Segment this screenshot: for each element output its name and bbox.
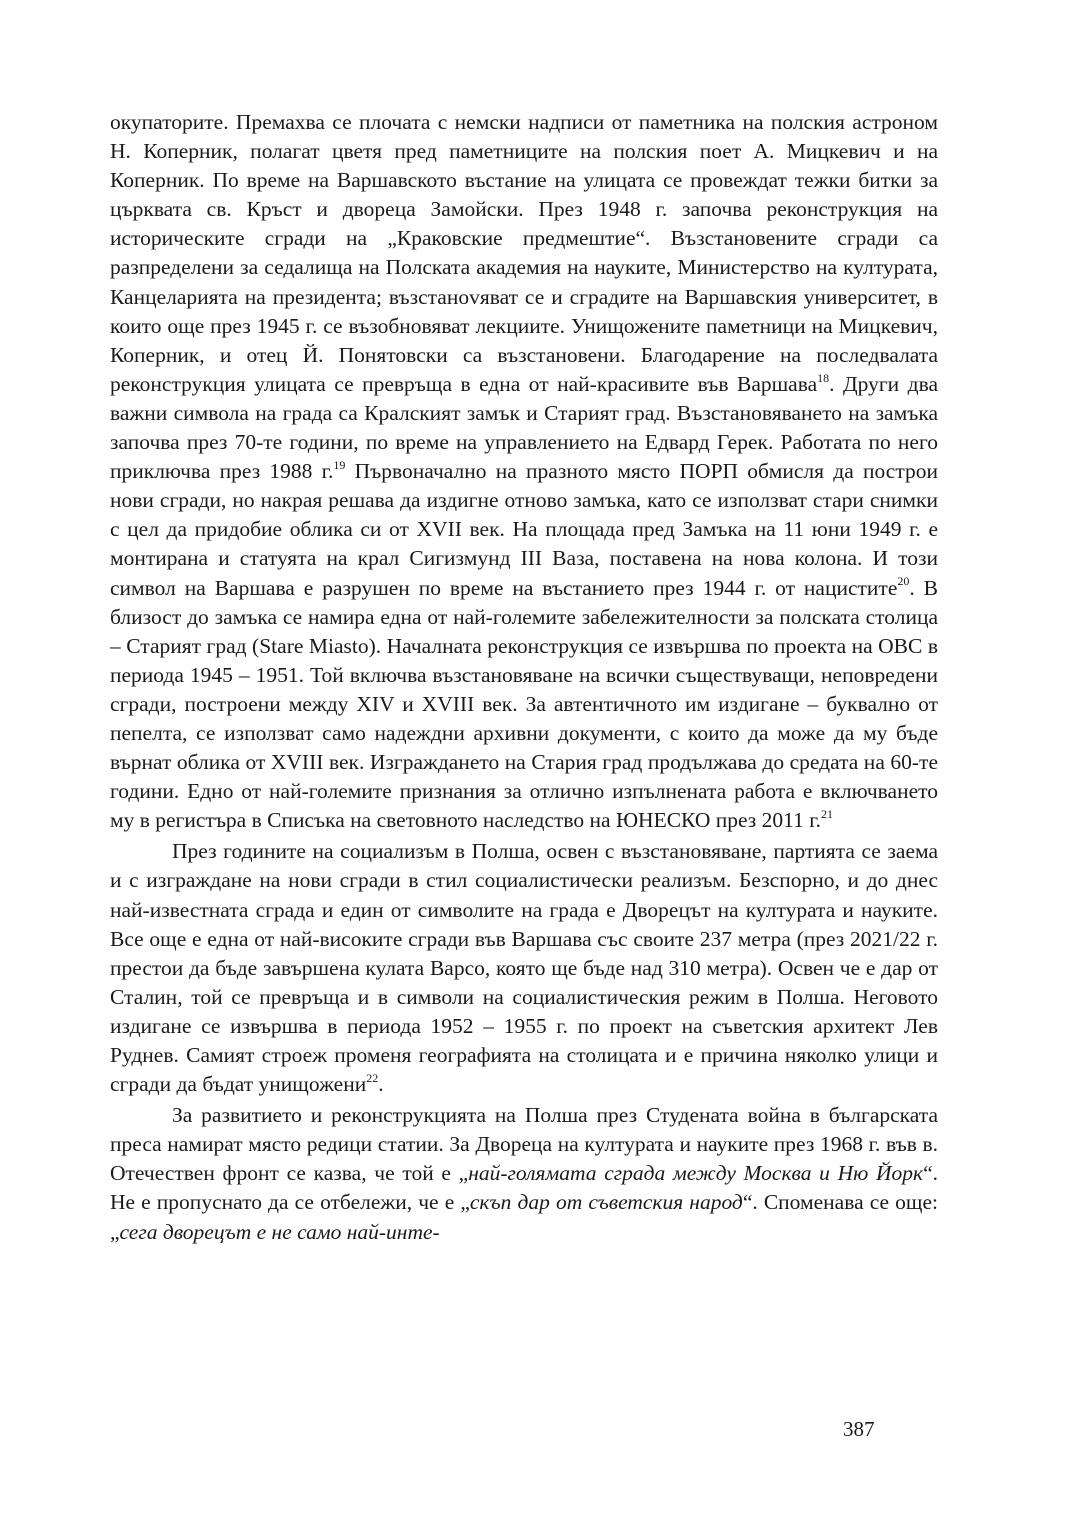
footnote-ref: 18 xyxy=(817,370,830,385)
paragraph-1 xyxy=(110,108,938,835)
text-run: окупаторите. Премахва се плочата с немски надписи от паметника на полския астроном Н. Коперник, полагат цветя пред паметниците на полския поет А. Мицкевич и на Коперник. По време на Варшавското въстание на улицата се провеждат тежки битки за църквата св. Кръст и двореца Замойски. През 1948 г. започва реконструкция на историческите сгради на „Краковские предмештие“. Възстановените сгради са разпределени за седалища на Полската академия на науките, Министерство на културата, Канцеларията на президента; възстаноvяват се и сградите на Варшавския университет, в които още през 1945 г. се възобновяват лекциите. Унищожените паметници на Мицкевич, Коперник, и отец Й. Понятовски са възстановени. Благодарение на последвалата реконструкция улицата се превръща в една от най-красивите във Варшава xyxy=(110,110,938,396)
italic-quote: най-голямата сграда между Москва и Ню Йорк xyxy=(468,1161,924,1186)
text-run: През годините на социализъм в Полша, освен с възстановяване, партията се заема и с изграждане на нови сгради в стил социалистически реализъм. Безспорно, и до днес най-известната сграда и един от символите на града е Дворецът на културата и науките. Все още е една от най-високите сгради във Варшава със своите 237 метра (през 2021/22 г. престои да бъде завършена кулата Варсо, която ще бъде над 310 метра). Освен че е дар от Сталин, той се превръща и в символи на социалистическия режим в Полша. Неговото издигане се извършва в периода 1952 – 1955 г. по проект на съветския архитект Лев Руднев. Самият строеж променя географията на столицата и е причина няколко улици и сгради да бъдат унищожени xyxy=(110,839,938,1097)
page-body xyxy=(110,108,938,1247)
paragraph-2 xyxy=(110,837,938,1099)
text-run: . xyxy=(378,1072,384,1097)
text-run: . Други два важни символа на града са Кралският замък и Старият град. Възстановяването на замъка започва през 70-те години, по време на управлението на Едвард Герек. Работата по него приключва през 1988 г. xyxy=(110,371,938,484)
footnote-ref: 19 xyxy=(333,457,346,472)
text-run: За развитието и реконструкцията на Полша през Студената война в българската преса намират място редици статии. За Двореца на културата и науките през 1968 г. във в. Отечествен фронт се казва, че той е „ xyxy=(110,1103,938,1186)
text-run: Първоначално на празното място ПОРП обмисля да построи нови сгради, но накрая решава да издигне отново замъка, като се използват стари снимки с цел да придобие облика си от XVII век. На площада пред Замъка на 11 юни 1949 г. е монтирана и статуята на крал Сигизмунд III Ваза, поставена на нова колона. И този символ на Варшава е разрушен по време на въстанието през 1944 г. от нацистите xyxy=(110,459,938,600)
italic-quote: скъп дар от съветския народ xyxy=(469,1190,743,1215)
page-number: 387 xyxy=(843,1417,875,1441)
italic-quote: сега дворецът е не само най-инте- xyxy=(119,1219,440,1244)
footnote-ref: 20 xyxy=(897,574,910,589)
footnote-ref: 21 xyxy=(821,807,834,822)
text-run: “. Споменава се още: „ xyxy=(110,1190,938,1244)
text-run: . В близост до замъка се намира една от най-големите забележителности за полската столица – Старият град (Stare Miasto). Началната реконструкция се извършва по проекта на ОВС в периода 1945 – 1951. Той включва възстановяване на всички съществуващи, неповредени сгради, построени между XIV и XVIII век. За автентичното им издигане – буквално от пепелта, се използват само надеждни архивни документи, с които да може да му бъде върнат облика от XVIII век. Изграждането на Стария град продължава до средата на 60-те години. Едно от най-големите признания за отлично изпълнената работа е включването му в регистъра в Списъка на световното наследство на ЮНЕСКО през 2011 г. xyxy=(110,575,938,833)
text-run: “. Не е пропуснато да се отбележи, че е „ xyxy=(110,1161,939,1215)
paragraph-3 xyxy=(110,1101,938,1246)
footnote-ref: 22 xyxy=(366,1070,379,1085)
